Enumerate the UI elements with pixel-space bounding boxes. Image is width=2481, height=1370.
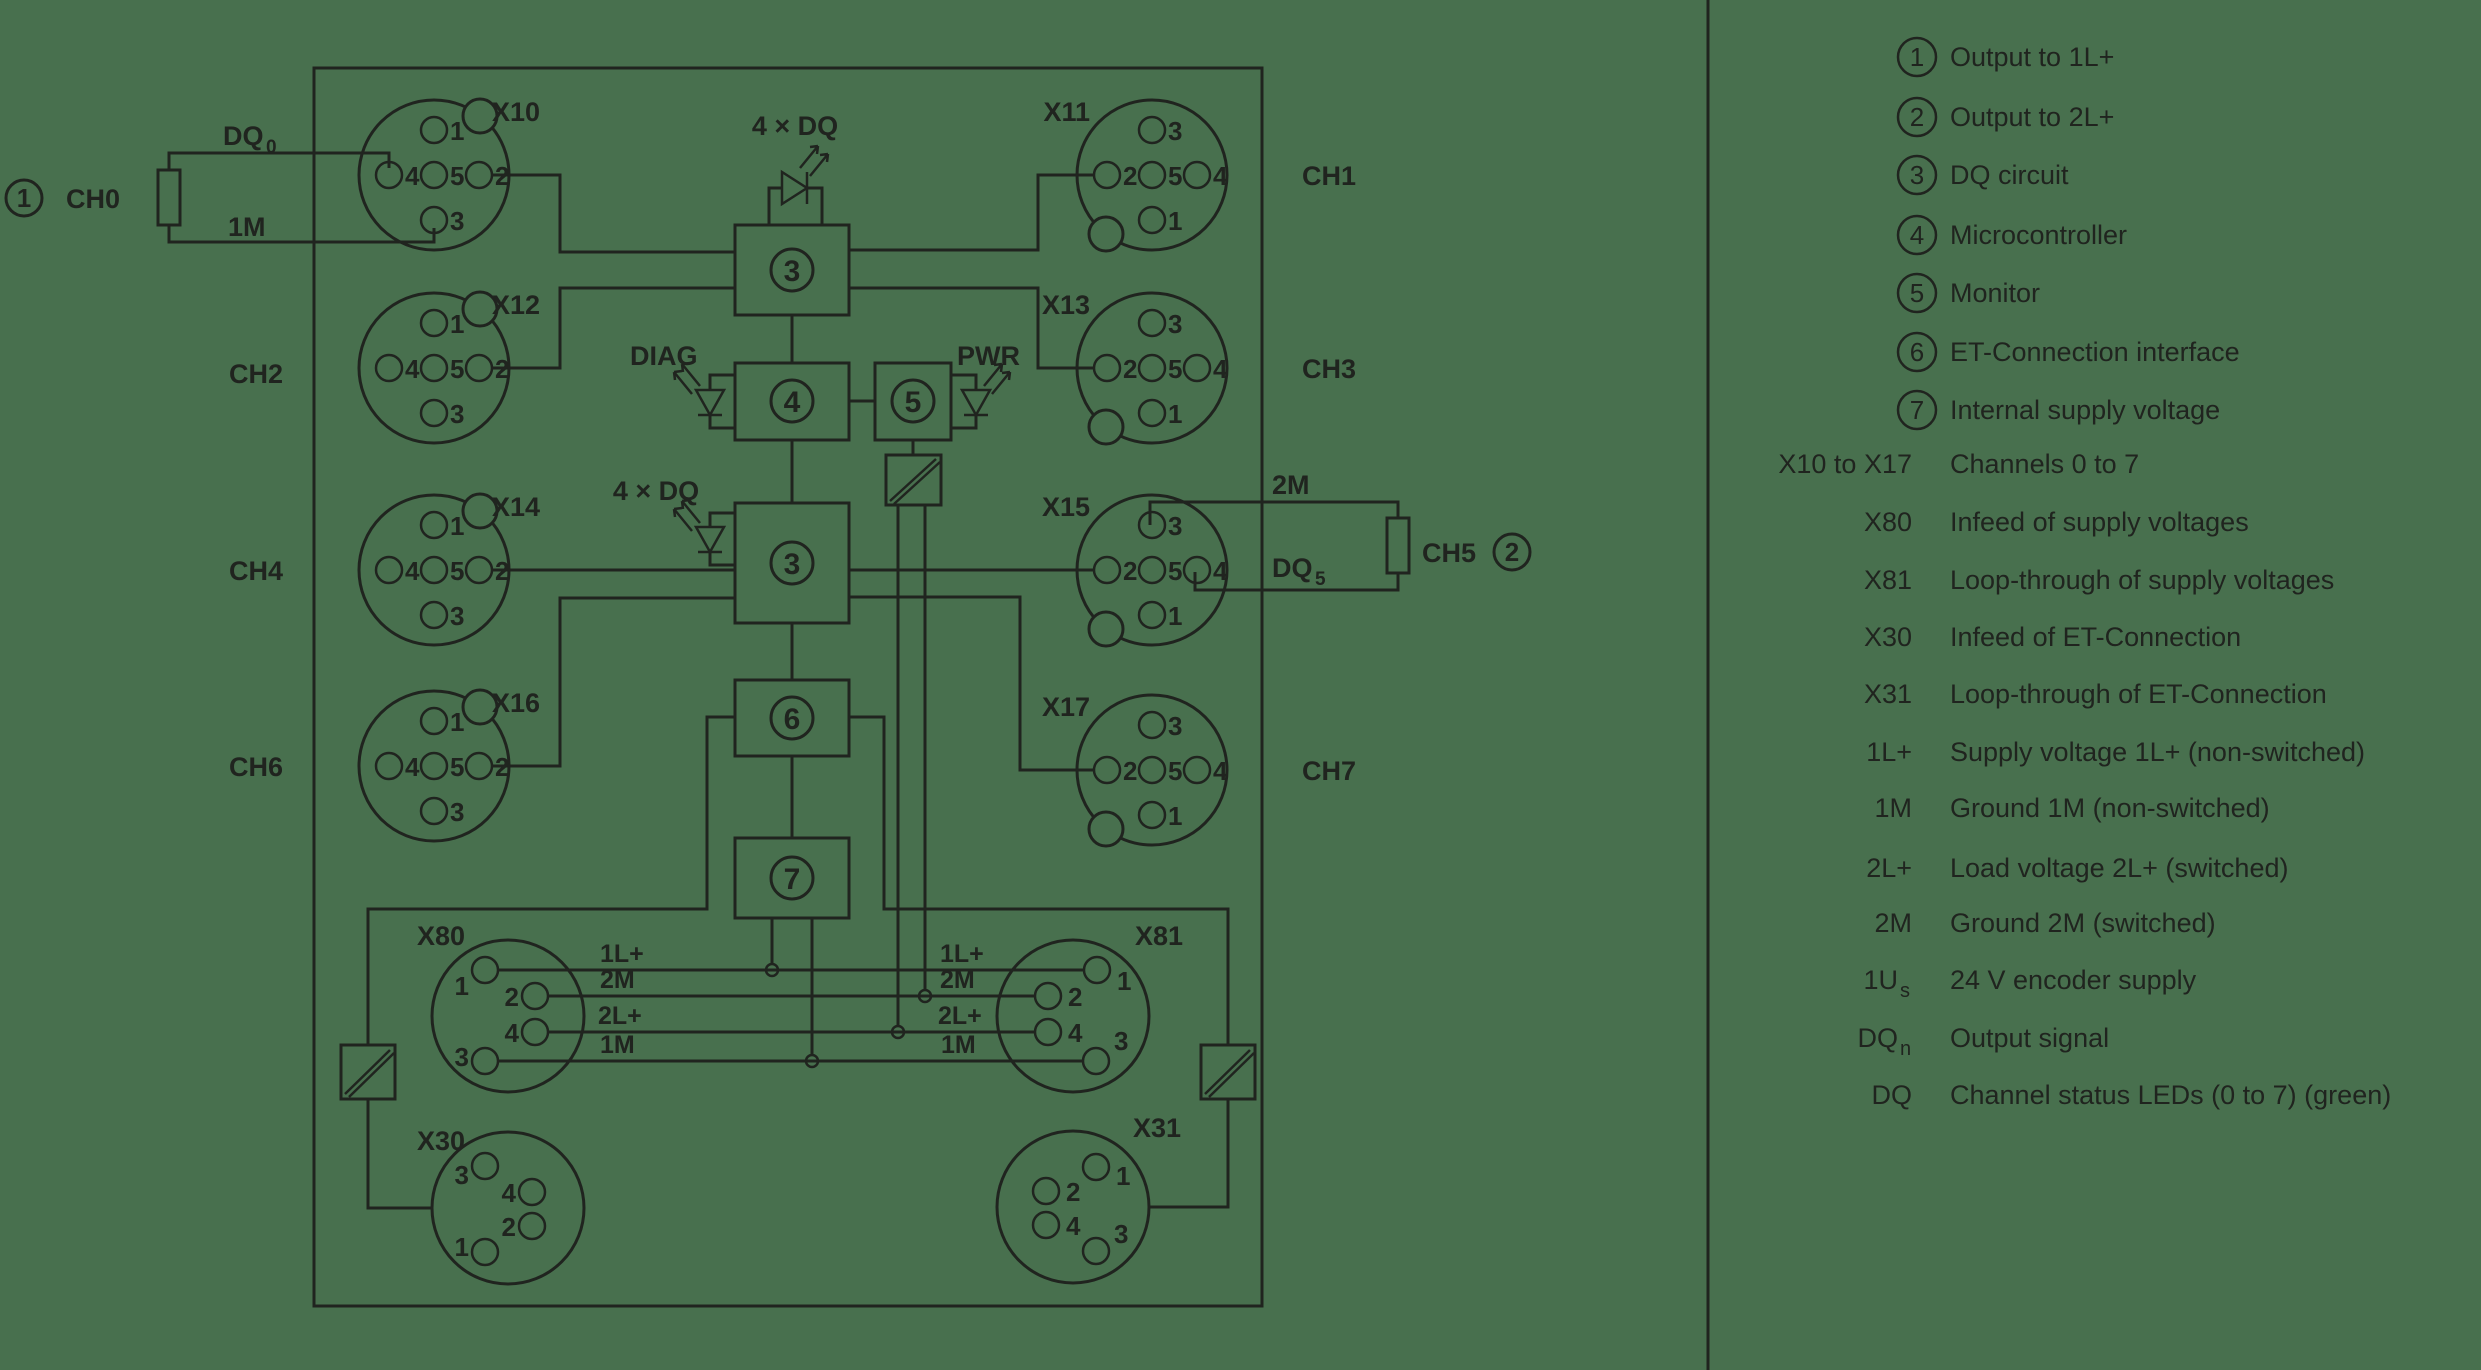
connector-label-x30: X30 (417, 1126, 466, 1156)
callout-number: 1 (16, 183, 32, 213)
pin-label: 2 (501, 1212, 516, 1242)
label-1m-ch0: 1M (228, 212, 266, 242)
pin-label: 3 (1114, 1219, 1129, 1249)
pin-label: 5 (1168, 161, 1183, 191)
legend-text: 24 V encoder supply (1950, 965, 2197, 995)
pin-label: 4 (1213, 161, 1228, 191)
pin-label: 1 (1168, 206, 1183, 236)
block-number: 5 (904, 386, 922, 419)
et-isolation-left (341, 1045, 395, 1099)
legend-key: X80 (1863, 507, 1912, 537)
legend-key: 1M (1874, 793, 1912, 823)
rail-label-1l: 1L+ (600, 940, 644, 968)
block-number: 3 (783, 255, 801, 288)
label-ch7: CH7 (1302, 756, 1357, 786)
pin-label: 3 (454, 1042, 469, 1072)
legend-key: 2M (1874, 908, 1912, 938)
label-pwr: PWR (957, 341, 1020, 371)
connector-label-x81: X81 (1135, 921, 1184, 951)
legend-num: 1 (1909, 42, 1925, 72)
legend-key: DQ (1871, 1080, 1912, 1110)
rail-label-1m: 1M (600, 1031, 635, 1059)
block-number: 4 (783, 386, 801, 419)
rail-label-2m: 2M (940, 966, 975, 994)
block-et-interface (735, 680, 849, 756)
module-outline (314, 68, 1262, 1306)
legend-text: Output to 1L+ (1950, 42, 2115, 72)
connector-label: X17 (1041, 692, 1090, 722)
pin-label: 4 (501, 1178, 516, 1208)
converter-symbol (886, 455, 941, 505)
rail-label-2l: 2L+ (938, 1002, 982, 1030)
label-ch6: CH6 (228, 752, 283, 782)
pin-label: 5 (450, 354, 465, 384)
legend-num: 6 (1909, 337, 1925, 367)
legend-key-sub: n (1900, 1038, 1912, 1060)
pin-label: 1 (454, 971, 469, 1001)
legend-text: Ground 2M (switched) (1950, 908, 2216, 938)
legend-text: Channels 0 to 7 (1950, 449, 2140, 479)
pin-label: 1 (450, 707, 465, 737)
connector-x31 (997, 1131, 1149, 1283)
pin-label: 2 (495, 556, 510, 586)
pin-label: 1 (450, 309, 465, 339)
pin-label: 5 (450, 752, 465, 782)
et-isolation-right (1201, 1045, 1255, 1099)
legend-key: 1L+ (1866, 737, 1912, 767)
legend-text: Infeed of ET-Connection (1950, 622, 2242, 652)
block-dq-circuit-mid (735, 503, 849, 623)
label-diag: DIAG (630, 341, 698, 371)
pin-label: 2 (495, 161, 510, 191)
pin-label: 2 (495, 752, 510, 782)
connector-label: X12 (492, 290, 541, 320)
pin-label: 3 (1114, 1026, 1129, 1056)
legend-text: Microcontroller (1950, 220, 2128, 250)
pin-label: 3 (450, 399, 465, 429)
pin-label: 4 (405, 556, 420, 586)
label-dq5-sub: 5 (1315, 569, 1326, 590)
block-number: 7 (783, 863, 801, 896)
block-dq-circuit-top (735, 225, 849, 315)
pin-label: 4 (405, 354, 420, 384)
label-ch1: CH1 (1302, 161, 1357, 191)
legend-text: Monitor (1950, 278, 2041, 308)
legend-text: Internal supply voltage (1950, 395, 2221, 425)
legend-num: 4 (1909, 220, 1925, 250)
pin-label: 4 (1066, 1211, 1081, 1241)
label-dq5: DQ (1272, 553, 1313, 583)
label-4xdq-top: 4 × DQ (751, 111, 839, 141)
legend-key-sub: s (1900, 980, 1910, 1002)
legend-key: X31 (1863, 679, 1912, 709)
label-4xdq-mid: 4 × DQ (612, 476, 700, 506)
pin-label: 1 (454, 1232, 469, 1262)
pin-label: 3 (454, 1160, 469, 1190)
led-pwr (962, 364, 1010, 415)
pin-label: 2 (495, 354, 510, 384)
pin-label: 3 (1168, 116, 1183, 146)
load-resistor-ch5 (1387, 518, 1409, 573)
legend-text: Ground 1M (non-switched) (1950, 793, 2270, 823)
pin-label: 1 (450, 116, 465, 146)
load-resistor-ch0 (158, 170, 180, 225)
legend-text: Load voltage 2L+ (switched) (1950, 853, 2289, 883)
led-dq-mid (674, 500, 724, 552)
connector-label: X11 (1043, 97, 1090, 127)
label-ch2: CH2 (228, 359, 283, 389)
pin-label: 1 (1116, 1161, 1131, 1191)
rail-label-2m: 2M (600, 966, 635, 994)
legend (1778, 38, 2391, 1110)
pin-label: 2 (1123, 756, 1138, 786)
legend-key: X81 (1863, 565, 1912, 595)
pin-label: 3 (450, 797, 465, 827)
pin-label: 1 (450, 511, 465, 541)
pin-label: 2 (504, 982, 519, 1012)
block-internal-supply (735, 838, 849, 918)
block-number: 3 (783, 548, 801, 581)
label-dq0-sub: 0 (266, 137, 277, 158)
pin-label: 4 (1213, 756, 1228, 786)
pin-label: 1 (1117, 966, 1132, 996)
pin-label: 1 (1168, 601, 1183, 631)
pin-label: 2 (1066, 1177, 1081, 1207)
legend-text: Channel status LEDs (0 to 7) (green) (1950, 1080, 2392, 1110)
legend-num: 5 (1909, 278, 1925, 308)
connector-label-x31: X31 (1133, 1113, 1182, 1143)
legend-text: Loop-through of supply voltages (1950, 565, 2335, 595)
pin-label: 2 (1123, 161, 1138, 191)
callout-ch0 (6, 180, 42, 216)
legend-text: Output to 2L+ (1950, 102, 2115, 132)
pin-label: 4 (1213, 354, 1228, 384)
legend-key: X30 (1863, 622, 1912, 652)
connector-label: X10 (492, 97, 541, 127)
label-2m-ch5: 2M (1272, 470, 1310, 500)
legend-key: X10 to X17 (1778, 449, 1912, 479)
pin-label: 4 (1068, 1018, 1083, 1048)
pin-label: 5 (1168, 756, 1183, 786)
legend-num: 7 (1909, 395, 1925, 425)
connector-label: X13 (1041, 290, 1090, 320)
connector-label-x80: X80 (417, 921, 466, 951)
pin-label: 2 (1123, 354, 1138, 384)
pin-label: 5 (1168, 556, 1183, 586)
pin-label: 4 (405, 752, 420, 782)
connector-label: X14 (492, 492, 541, 522)
pin-label: 3 (1168, 309, 1183, 339)
label-ch5: CH5 (1422, 538, 1477, 568)
legend-text: Supply voltage 1L+ (non-switched) (1950, 737, 2365, 767)
pin-label: 5 (450, 556, 465, 586)
pin-label: 3 (450, 601, 465, 631)
legend-text: Output signal (1950, 1023, 2110, 1053)
legend-key: 1U (1863, 965, 1898, 995)
callout-number: 2 (1504, 537, 1520, 567)
block-number: 6 (783, 703, 801, 736)
pin-label: 2 (1068, 982, 1083, 1012)
connector-label: X16 (492, 688, 541, 718)
rail-label-1m: 1M (941, 1031, 976, 1059)
pin-label: 4 (504, 1018, 519, 1048)
legend-num: 3 (1909, 160, 1925, 190)
label-ch0: CH0 (65, 184, 120, 214)
pin-label: 1 (1168, 399, 1183, 429)
legend-num: 2 (1909, 102, 1925, 132)
label-dq0: DQ (223, 121, 264, 151)
legend-key: 2L+ (1866, 853, 1912, 883)
pin-label: 3 (450, 206, 465, 236)
pin-label: 5 (1168, 354, 1183, 384)
legend-text: Loop-through of ET-Connection (1950, 679, 2327, 709)
pin-label: 3 (1168, 711, 1183, 741)
pin-label: 2 (1123, 556, 1138, 586)
rail-label-2l: 2L+ (598, 1002, 642, 1030)
pin-label: 5 (450, 161, 465, 191)
legend-text: DQ circuit (1950, 160, 2069, 190)
legend-text: ET-Connection interface (1950, 337, 2240, 367)
pin-label: 3 (1168, 511, 1183, 541)
led-arrows (800, 146, 828, 176)
connector-x80 (432, 940, 584, 1092)
block-monitor (875, 363, 951, 440)
block-microcontroller (735, 363, 849, 440)
label-ch3: CH3 (1302, 354, 1357, 384)
rail-label-1l: 1L+ (940, 940, 984, 968)
legend-key: DQ (1857, 1023, 1898, 1053)
legend-text: Infeed of supply voltages (1950, 507, 2249, 537)
pin-label: 1 (1168, 801, 1183, 831)
callout-ch5 (1494, 534, 1530, 570)
label-ch4: CH4 (228, 556, 283, 586)
pin-label: 4 (405, 161, 420, 191)
pin-label: 4 (1213, 556, 1228, 586)
connector-label: X15 (1041, 492, 1090, 522)
connector-x81 (997, 940, 1149, 1092)
